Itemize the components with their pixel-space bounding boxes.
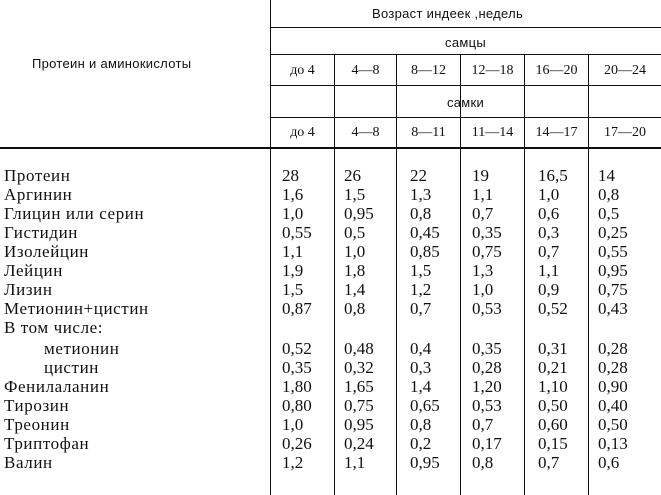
female-range: 11—14 — [471, 125, 514, 140]
table-cell: 0,3 — [538, 223, 560, 242]
table-cell: 0,7 — [410, 299, 432, 318]
table-cell: 19 — [472, 166, 489, 185]
row-label: Протеин — [4, 166, 71, 185]
table-cell: 0,3 — [410, 358, 432, 377]
table-cell: 1,10 — [538, 377, 568, 396]
table-cell: 0,8 — [344, 299, 366, 318]
table-cell: 1,0 — [282, 415, 304, 434]
table-cell: 0,32 — [344, 358, 374, 377]
table-cell: 0,40 — [598, 396, 628, 415]
row-label: Изолейцин — [4, 242, 89, 261]
table-cell: 1,1 — [472, 185, 494, 204]
table-cell: 0,6 — [598, 453, 620, 472]
rule-under-females-label — [270, 117, 661, 118]
row-label: Лейцин — [4, 261, 63, 280]
table-cell: 0,95 — [410, 453, 440, 472]
table-cell: 0,55 — [598, 242, 628, 261]
table-cell: 0,2 — [410, 434, 432, 453]
table-cell: 0,48 — [344, 339, 374, 358]
table-cell: 0,53 — [472, 299, 502, 318]
rule-under-males-label — [270, 54, 661, 55]
rule-under-header — [0, 147, 661, 149]
row-label: Треонин — [4, 415, 70, 434]
male-range: 16—20 — [535, 63, 578, 78]
table-cell: 0,5 — [344, 223, 366, 242]
row-label: Фенилаланин — [4, 377, 110, 396]
rule-under-group-header — [270, 27, 661, 28]
table-cell: 0,13 — [598, 434, 628, 453]
table-cell: 0,5 — [598, 204, 620, 223]
table-cell: 0,95 — [598, 261, 628, 280]
divider-column-2 — [396, 54, 397, 495]
row-label: Валин — [4, 453, 53, 472]
table-cell: 0,50 — [538, 396, 568, 415]
table-cell: 0,28 — [598, 339, 628, 358]
table-cell: 0,43 — [598, 299, 628, 318]
table-cell: 0,28 — [598, 358, 628, 377]
females-label: самки — [446, 95, 485, 110]
table-cell: 1,2 — [282, 453, 304, 472]
male-range: 4—8 — [351, 63, 380, 78]
table-cell: 0,35 — [282, 358, 312, 377]
table-cell: 1,5 — [410, 261, 432, 280]
table-cell: 0,21 — [538, 358, 568, 377]
table-cell: 1,3 — [472, 261, 494, 280]
row-label: В том числе: — [4, 318, 104, 337]
male-range: 12—18 — [471, 63, 514, 78]
divider-column-3 — [460, 54, 461, 495]
males-label: самцы — [445, 35, 486, 50]
table-cell: 0,65 — [410, 396, 440, 415]
table-cell: 0,90 — [598, 377, 628, 396]
table-cell: 0,26 — [282, 434, 312, 453]
row-label: цистин — [44, 358, 99, 377]
divider-column-4 — [524, 54, 525, 495]
table-cell: 1,8 — [344, 261, 366, 280]
table-cell: 1,0 — [538, 185, 560, 204]
rule-under-male-ranges — [270, 85, 661, 86]
row-label: Тирозин — [4, 396, 70, 415]
table-cell: 0,15 — [538, 434, 568, 453]
table-cell: 0,53 — [472, 396, 502, 415]
table-cell: 0,75 — [344, 396, 374, 415]
row-label: Гистидин — [4, 223, 78, 242]
table-cell: 0,24 — [344, 434, 374, 453]
group-header: Возраст индеек ,недель — [372, 6, 524, 21]
table-cell: 1,1 — [538, 261, 560, 280]
row-label: Лизин — [4, 280, 53, 299]
divider-column-5 — [588, 54, 589, 495]
table-cell: 0,8 — [410, 204, 432, 223]
male-range: до 4 — [290, 63, 315, 78]
divider-column-1 — [334, 54, 335, 495]
male-range: 20—24 — [604, 63, 646, 78]
table-cell: 0,95 — [344, 204, 374, 223]
table-cell: 1,3 — [410, 185, 432, 204]
table-cell: 0,7 — [472, 415, 494, 434]
table-cell: 0,8 — [472, 453, 494, 472]
table-cell: 0,75 — [598, 280, 628, 299]
female-range: 4—8 — [351, 125, 380, 140]
table-cell: 0,95 — [344, 415, 374, 434]
table-cell: 1,1 — [282, 242, 304, 261]
table-cell: 0,50 — [598, 415, 628, 434]
table-cell: 1,4 — [344, 280, 366, 299]
table-cell: 0,8 — [598, 185, 620, 204]
table-cell: 1,2 — [410, 280, 432, 299]
table-cell: 1,9 — [282, 261, 304, 280]
table-cell: 0,31 — [538, 339, 568, 358]
female-range: 14—17 — [535, 125, 578, 140]
table-cell: 28 — [282, 166, 299, 185]
table-cell: 1,4 — [410, 377, 432, 396]
row-label: Метионин+цистин — [4, 299, 149, 318]
table-cell: 0,60 — [538, 415, 568, 434]
table-cell: 0,55 — [282, 223, 312, 242]
female-range: 8—11 — [411, 125, 446, 140]
table-cell: 0,52 — [282, 339, 312, 358]
table-cell: 1,20 — [472, 377, 502, 396]
table-cell: 0,8 — [410, 415, 432, 434]
female-range: 17—20 — [604, 125, 646, 140]
table-cell: 0,7 — [538, 453, 560, 472]
table-cell: 0,35 — [472, 339, 502, 358]
table-cell: 16,5 — [538, 166, 568, 185]
table-cell: 0,28 — [472, 358, 502, 377]
table-cell: 1,1 — [344, 453, 366, 472]
row-header: Протеин и аминокислоты — [32, 56, 192, 71]
male-range: 8—12 — [411, 63, 446, 78]
table-cell: 22 — [410, 166, 427, 185]
row-label: Глицин или серин — [4, 204, 145, 223]
table-cell: 0,52 — [538, 299, 568, 318]
table-cell: 0,7 — [538, 242, 560, 261]
table-cell: 0,45 — [410, 223, 440, 242]
table-cell: 1,80 — [282, 377, 312, 396]
table-cell: 0,35 — [472, 223, 502, 242]
table-cell: 0,75 — [472, 242, 502, 261]
table-cell: 0,6 — [538, 204, 560, 223]
table-cell: 0,87 — [282, 299, 312, 318]
table-cell: 1,0 — [282, 204, 304, 223]
table-cell: 0,17 — [472, 434, 502, 453]
table-cell: 14 — [598, 166, 615, 185]
table-cell: 1,0 — [472, 280, 494, 299]
row-label: Триптофан — [4, 434, 90, 453]
table-cell: 26 — [344, 166, 361, 185]
table-cell: 0,4 — [410, 339, 432, 358]
female-range: до 4 — [290, 125, 315, 140]
table-cell: 0,25 — [598, 223, 628, 242]
row-label: Аргинин — [4, 185, 73, 204]
table-cell: 1,5 — [344, 185, 366, 204]
table-cell: 1,65 — [344, 377, 374, 396]
table-cell: 0,80 — [282, 396, 312, 415]
table-cell: 1,5 — [282, 280, 304, 299]
table-cell: 0,9 — [538, 280, 560, 299]
table-cell: 1,6 — [282, 185, 304, 204]
table-cell: 0,7 — [472, 204, 494, 223]
row-label: метионин — [44, 339, 120, 358]
table-cell: 1,0 — [344, 242, 366, 261]
table-cell: 0,85 — [410, 242, 440, 261]
